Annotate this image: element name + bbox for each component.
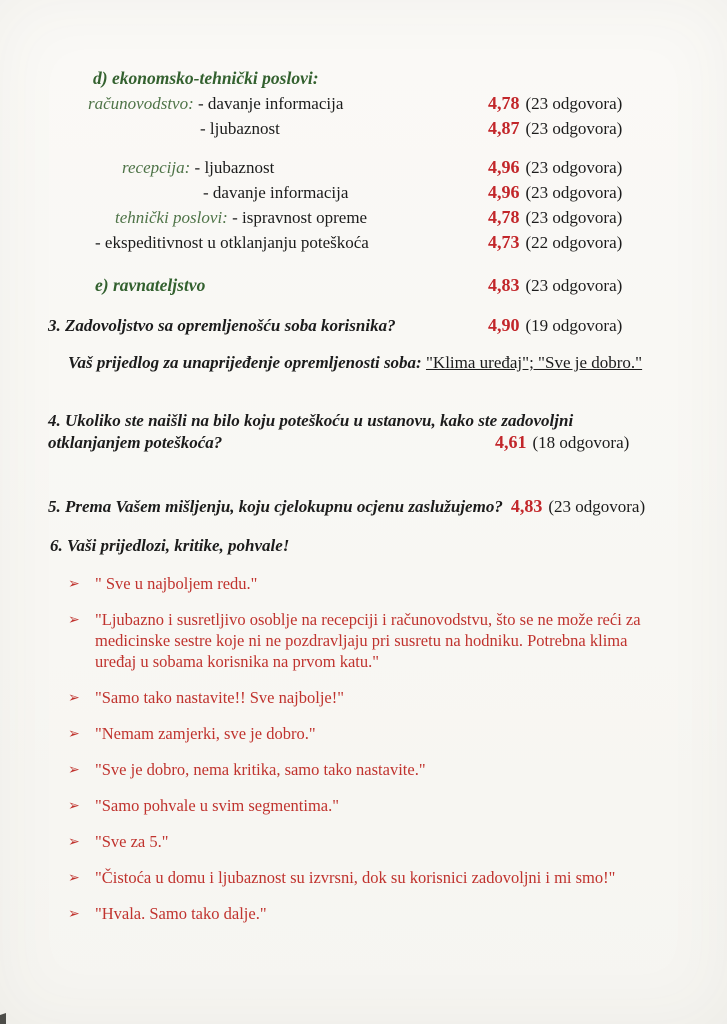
rating-label: - ekspeditivnost u otklanjanju poteškoća (95, 233, 369, 252)
rating-label: - ispravnost opreme (232, 208, 368, 227)
comment-item (0, 903, 727, 924)
arrow-bullet-icon: ➢ (68, 691, 80, 706)
comment-item (0, 831, 727, 852)
rating-score (488, 273, 622, 298)
score-value: 4,73 (488, 232, 520, 252)
category-label: recepcija: (122, 158, 191, 177)
arrow-bullet-icon: ➢ (68, 577, 80, 592)
response-count: (23 odgovora) (525, 119, 623, 138)
category-label: računovodstvo: (88, 94, 194, 113)
question-3 (0, 313, 727, 338)
comment-item (0, 867, 727, 888)
comment-text: "Čistoća u domu i ljubaznost su izvrsni, dok su korisnici zadovoljni i mi smo!" (95, 868, 616, 887)
comment-item (0, 795, 727, 816)
score-value: 4,61 (495, 432, 527, 452)
suggestion-label: Vaš prijedlog za unaprijeđenje opremljenosti soba: (68, 353, 422, 372)
rating-row (0, 116, 727, 141)
question-text: otklanjanjem poteškoća? (48, 433, 223, 452)
rating-label: - ljubaznost (200, 119, 280, 138)
rating-score (488, 230, 622, 255)
comment-text: "Sve je dobro, nema kritika, samo tako nastavite." (95, 760, 426, 779)
rating-row (0, 180, 727, 205)
comment-text: "Hvala. Samo tako dalje." (95, 904, 267, 923)
response-count: (23 odgovora) (525, 208, 623, 227)
score-value: 4,78 (488, 207, 520, 227)
score-value: 4,96 (488, 182, 520, 202)
comment-text: "Samo pohvale u svim segmentima." (95, 796, 339, 815)
rating-score (488, 313, 622, 338)
score-value: 4,90 (488, 315, 520, 335)
question-5 (48, 494, 727, 519)
response-count: (19 odgovora) (525, 316, 623, 335)
rating-row (0, 205, 727, 230)
suggestion-value: "Klima uređaj"; "Sve je dobro." (425, 353, 643, 372)
section-e-row (0, 273, 727, 298)
comment-text: "Samo tako nastavite!! Sve najbolje!" (95, 688, 344, 707)
response-count: (23 odgovora) (525, 158, 623, 177)
scan-edge-artifact (0, 1013, 6, 1024)
rating-score (488, 205, 622, 230)
comments-list (0, 573, 727, 924)
score-value: 4,87 (488, 118, 520, 138)
question-4-line1: 4. Ukoliko ste naišli na bilo koju poteškoću u ustanovu, kako ste zadovoljni (48, 411, 574, 430)
comment-text: "Sve za 5." (95, 832, 169, 851)
arrow-bullet-icon: ➢ (68, 907, 80, 922)
response-count: (23 odgovora) (548, 497, 646, 516)
response-count: (23 odgovora) (525, 94, 623, 113)
suggestion-line (68, 350, 672, 375)
response-count: (23 odgovora) (525, 276, 623, 295)
section-d-heading: d) ekonomsko-tehnički poslovi: (93, 68, 319, 88)
rating-label: - davanje informacija (203, 183, 349, 202)
rating-label: - ljubaznost (194, 158, 275, 177)
rating-row (0, 155, 727, 180)
rating-score (488, 91, 622, 116)
question-text: 3. Zadovoljstvo sa opremljenošću soba korisnika? (48, 316, 396, 335)
comment-text: "Ljubazno i susretljivo osoblje na recepciji i računovodstvu, što se ne može reći za medicinske sestre koje ni ne pozdravljaju pri susretu na hodniku. Potrebna klima uređaj u sobama korisnika na prvom katu." (95, 610, 641, 671)
rating-label: - davanje informacija (198, 94, 344, 113)
rating-row (0, 91, 727, 116)
score-value: 4,96 (488, 157, 520, 177)
comment-item (0, 573, 727, 594)
arrow-bullet-icon: ➢ (68, 763, 80, 778)
comment-text: " Sve u najboljem redu." (95, 574, 258, 593)
comment-text: "Nemam zamjerki, sve je dobro." (95, 724, 316, 743)
question-text: 5. Prema Vašem mišljenju, koju cjelokupnu ocjenu zaslužujemo? (48, 497, 503, 516)
comment-item (0, 759, 727, 780)
score-value: 4,78 (488, 93, 520, 113)
response-count: (23 odgovora) (525, 183, 623, 202)
comment-item (0, 723, 727, 744)
category-label: tehnički poslovi: (115, 208, 228, 227)
arrow-bullet-icon: ➢ (68, 727, 80, 742)
rating-score (488, 180, 622, 205)
question-4-line2 (0, 431, 727, 454)
comment-item (0, 687, 727, 708)
arrow-bullet-icon: ➢ (68, 871, 80, 886)
score-value: 4,83 (488, 275, 520, 295)
rating-score (495, 431, 629, 454)
rating-score (488, 116, 622, 141)
section-e-heading: e) ravnateljstvo (95, 275, 206, 295)
rating-score (488, 155, 622, 180)
comment-item (0, 609, 727, 672)
arrow-bullet-icon: ➢ (68, 835, 80, 850)
response-count: (22 odgovora) (525, 233, 623, 252)
question-6: 6. Vaši prijedlozi, kritike, pohvale! (50, 536, 290, 555)
arrow-bullet-icon: ➢ (68, 613, 80, 628)
rating-row (0, 230, 727, 255)
arrow-bullet-icon: ➢ (68, 799, 80, 814)
score-value: 4,83 (510, 496, 543, 516)
response-count: (18 odgovora) (532, 433, 630, 452)
